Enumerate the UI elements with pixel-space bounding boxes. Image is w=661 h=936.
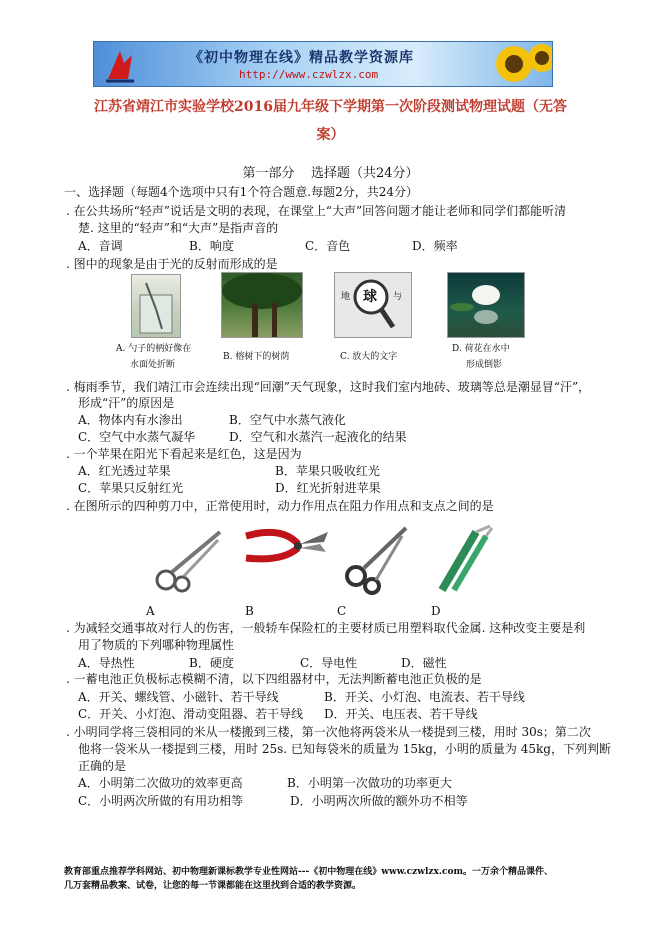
q2-caption-d1: D. 荷花在水中 bbox=[452, 344, 510, 354]
q6-option-a: A．导热性 bbox=[78, 656, 135, 670]
site-logo-icon bbox=[100, 45, 140, 85]
site-banner bbox=[93, 41, 553, 87]
q7-stem: . 一蓄电池正负极标志模糊不清，以下四组器材中，无法判断蓄电池正负极的是 bbox=[66, 672, 482, 686]
q2-caption-a1: A. 勺子的柄好像在 bbox=[116, 344, 192, 354]
q1-option-a: A．音调 bbox=[78, 239, 123, 253]
q4-option-b: B．苹果只吸收红光 bbox=[275, 464, 380, 478]
q5-label-d: D bbox=[431, 604, 441, 618]
q1-stem-2: 楚. 这里的“轻声”和“大声”是指声音的 bbox=[78, 221, 279, 235]
mag-char-1: 地 bbox=[341, 292, 351, 302]
q8-option-a: A．小明第二次做功的效率更高 bbox=[78, 776, 243, 790]
q5-label-c: C bbox=[337, 604, 347, 618]
q6-option-c: C．导电性 bbox=[300, 656, 358, 670]
q3-option-b: B．空气中水蒸气液化 bbox=[229, 413, 346, 427]
q8-option-d: D．小明两次所做的额外功不相等 bbox=[290, 794, 468, 808]
q1-stem-1: . 在公共场所“轻声”说话是文明的表现，在课堂上“大声”回答问题才能让老师和同学们都能听清 bbox=[66, 204, 567, 218]
q5-thread-snips-d-icon bbox=[432, 524, 494, 596]
q7-option-c: C．开关、小灯泡、滑动变阻器、若干导线 bbox=[78, 707, 304, 721]
q6-stem-2: 用了物质的下列哪种物理属性 bbox=[78, 638, 235, 652]
q5-label-a: A bbox=[146, 604, 155, 618]
q1-option-b: B．响度 bbox=[189, 239, 234, 253]
part-heading: 第一部分 选择题（共24分） bbox=[242, 166, 419, 181]
footer-line-2: 几万套精品教案、试卷，让您的每一节课都能在这里找到合适的教学资源。 bbox=[64, 881, 362, 891]
section-heading: 一、选择题（每题4个选项中只有1个符合题意.每题2分，共24分） bbox=[64, 185, 418, 199]
mag-char-3: 与 bbox=[393, 292, 403, 302]
q4-option-c: C．苹果只反射红光 bbox=[78, 481, 184, 495]
sunflower-icon bbox=[492, 41, 553, 87]
q3-option-c: C．空气中水蒸气凝华 bbox=[78, 430, 196, 444]
q3-stem-1: . 梅雨季节，我们靖江市会连续出现“回潮”天气现象，这时我们室内地砖、玻璃等总是潮显冒“汗”， bbox=[66, 380, 591, 394]
q4-option-a: A．红光透过苹果 bbox=[78, 464, 171, 478]
q3-stem-2: 形成“汗”的原因是 bbox=[78, 396, 175, 410]
q1-option-d: D．频率 bbox=[412, 239, 458, 253]
q2-image-d-lotus bbox=[447, 272, 525, 338]
q2-image-c-magnifier bbox=[334, 272, 412, 338]
footer-line-1: 教育部重点推荐学科网站、初中物理新课标教学专业性网站---《初中物理在线》www.czwlzx.com。一万余个精品课件、 bbox=[64, 867, 554, 877]
q7-option-d: D．开关、电压表、若干导线 bbox=[324, 707, 478, 721]
q2-caption-d2: 形成倒影 bbox=[466, 360, 503, 370]
q7-option-a: A．开关、螺线管、小磁针、若干导线 bbox=[78, 690, 279, 704]
q5-scissors-c-icon bbox=[340, 522, 412, 596]
mag-char-2: 球 bbox=[363, 289, 377, 305]
q8-stem-1: . 小明同学将三袋相同的米从一楼搬到三楼，第一次他将两袋米从一楼提到三楼，用时 30s；第二次 bbox=[66, 725, 591, 739]
q8-stem-3: 正确的是 bbox=[78, 759, 127, 773]
q5-pruner-b-icon bbox=[242, 518, 332, 594]
q5-stem: . 在图所示的四种剪刀中，正常使用时，动力作用点在阻力作用点和支点之间的是 bbox=[66, 499, 494, 513]
q2-stem: . 图中的现象是由于光的反射而形成的是 bbox=[66, 257, 278, 271]
q2-image-a-spoon bbox=[131, 274, 181, 338]
q6-stem-1: . 为减轻交通事故对行人的伤害，一般轿车保险杠的主要材质已用塑料取代金属. 这种改变主要是利 bbox=[66, 621, 586, 635]
q1-option-c: C．音色 bbox=[305, 239, 351, 253]
document-title-line2: 案） bbox=[316, 127, 345, 143]
q2-image-b-banyan bbox=[221, 272, 303, 338]
banner-title: 《初中物理在线》精品教学资源库 bbox=[189, 50, 414, 66]
q3-option-a: A．物体内有水渗出 bbox=[78, 413, 183, 427]
q6-option-b: B．硬度 bbox=[189, 656, 234, 670]
q2-caption-b: B. 榕树下的树荫 bbox=[223, 352, 290, 362]
q5-scissors-a-icon bbox=[146, 522, 226, 596]
q2-caption-c: C. 放大的文字 bbox=[340, 352, 398, 362]
q5-label-b: B bbox=[245, 604, 254, 618]
document-title-line1: 江苏省靖江市实验学校2016届九年级下学期第一次阶段测试物理试题（无答 bbox=[94, 99, 567, 115]
q2-caption-a2: 水面处折断 bbox=[130, 360, 176, 370]
q8-stem-2: 他将一袋米从一楼提到三楼，用时 25s. 已知每袋米的质量为 15kg，小明的质量为 45kg，下列判断 bbox=[78, 742, 611, 756]
q6-option-d: D．磁性 bbox=[401, 656, 447, 670]
q4-stem: . 一个苹果在阳光下看起来是红色，这是因为 bbox=[66, 447, 302, 461]
banner-url[interactable]: http://www.czwlzx.com bbox=[239, 68, 379, 81]
q4-option-d: D．红光折射进苹果 bbox=[275, 481, 381, 495]
q8-option-c: C．小明两次所做的有用功相等 bbox=[78, 794, 244, 808]
q7-option-b: B．开关、小灯泡、电流表、若干导线 bbox=[324, 690, 525, 704]
q3-option-d: D．空气和水蒸汽一起液化的结果 bbox=[229, 430, 407, 444]
q8-option-b: B．小明第一次做功的功率更大 bbox=[287, 776, 452, 790]
